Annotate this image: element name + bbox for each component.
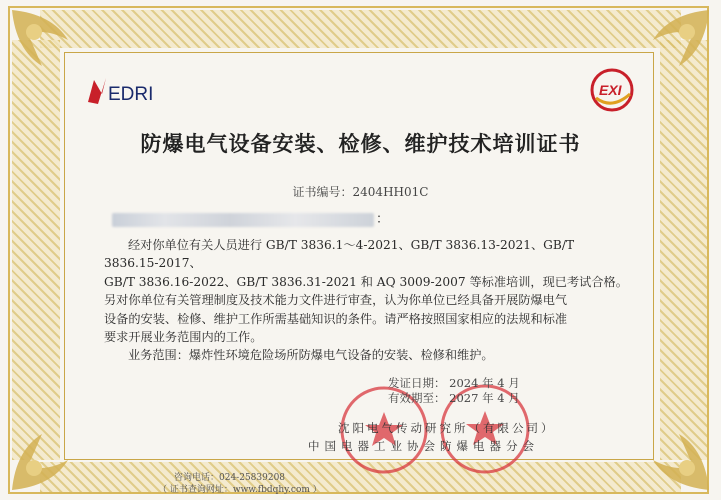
issue-date: 发证日期： 2024 年 4 月 [388,376,520,390]
body-line-2: GB/T 3836.16-2022、GB/T 3836.31-2021 和 AQ 3009-2007 等标准培训，现已考试合格。 [104,274,628,289]
exi-logo [586,64,638,116]
body-line-3: 另对你单位有关管理制度及技术能力文件进行审查，认为你单位已经具备开展防爆电气 [104,293,568,308]
sedri-logo-text: EDRI [108,84,154,105]
contact-info [158,472,322,496]
valid-until: 有效期至： 2027 年 4 月 [388,391,520,405]
certificate-title: 防爆电气设备安装、检修、维护技术培训证书 [140,132,581,156]
contact-website: （ 证书查询网址：www.fbdqhy.com ） [158,485,322,495]
certificate-number: 证书编号：2404HH01C [292,185,429,199]
body-line-4: 设备的安装、检修、维护工作所需基础知识的条件。请严格按照国家相应的法规和标准 [104,311,568,326]
corner-ornament-bottom-left [6,404,98,496]
exi-logo-text: EXI [599,82,622,98]
dates-block [388,376,520,406]
body-line-1: 经对你单位有关人员进行 GB/T 3836.1～4-2021、GB/T 3836.13-2021、GB/T 3836.15-2017、 [104,238,575,271]
issuer-association: 中国电器工业协会防爆电器分会 [308,439,539,453]
recipient-line [112,208,392,226]
corner-ornament-bottom-right [623,404,715,496]
certificate-body [104,236,632,365]
recipient-colon: ： [376,212,390,227]
body-line-5: 要求开展业务范围内的工作。 [104,330,263,345]
issuer-shenyang: 沈阳电气传动研究所（有限公司） [338,421,556,435]
business-scope: 业务范围：爆炸性环境危险场所防爆电气设备的安装、检修和维护。 [128,348,494,363]
contact-phone: 咨询电话：024-25839208 [174,473,286,483]
sedri-logo [84,74,184,108]
recipient-name-redacted [112,213,374,227]
